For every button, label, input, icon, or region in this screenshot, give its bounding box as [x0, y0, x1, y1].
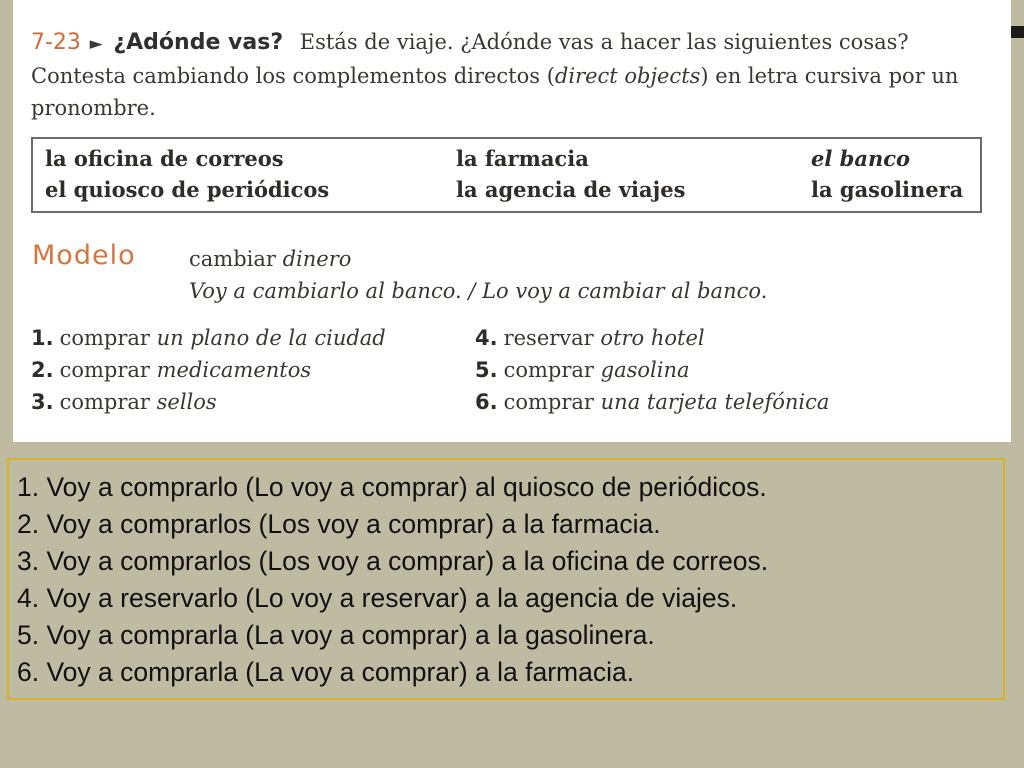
item-object: medicamentos: [156, 358, 312, 382]
instruction-text-italic: direct objects: [554, 64, 701, 88]
item-number: 6.: [475, 390, 498, 414]
item-object: gasolina: [600, 358, 690, 382]
item-object: sellos: [156, 390, 217, 414]
item-verb: comprar: [503, 358, 594, 382]
word-bank-item: la agencia de viajes: [456, 177, 686, 202]
word-bank-item: el quiosco de periódicos: [45, 177, 330, 202]
item-number: 1.: [31, 326, 54, 350]
exercise-item: [31, 358, 311, 382]
answer-line: 3. Voy a comprarlos (Los voy a comprar) a la oficina de correos.: [17, 546, 769, 576]
answer-line: 5. Voy a comprarla (La voy a comprar) a la gasolinera.: [17, 620, 655, 650]
modelo-prompt: [189, 247, 351, 271]
item-verb: comprar: [503, 390, 594, 414]
item-object: un plano de la ciudad: [156, 326, 386, 350]
modelo-prompt-object: dinero: [282, 247, 352, 271]
exercise-item: [31, 326, 386, 350]
answer-line: 4. Voy a reservarlo (Lo voy a reservar) a la agencia de viajes.: [17, 583, 738, 613]
item-verb: comprar: [59, 390, 150, 414]
item-number: 4.: [475, 326, 498, 350]
item-object: una tarjeta telefónica: [600, 390, 830, 414]
exercise-item: [31, 390, 217, 414]
answer-key-box: [7, 458, 1005, 700]
item-number: 5.: [475, 358, 498, 382]
exercise-number: 7-23: [31, 30, 81, 55]
modelo-label: Modelo: [32, 240, 136, 271]
answer-line: 2. Voy a comprarlos (Los voy a comprar) a la farmacia.: [17, 509, 661, 539]
item-object: otro hotel: [600, 326, 705, 350]
item-number: 3.: [31, 390, 54, 414]
textbook-excerpt: [13, 0, 1011, 442]
word-bank-item: la farmacia: [456, 146, 589, 171]
word-bank: [31, 137, 982, 213]
exercise-item: [475, 358, 690, 382]
word-bank-item: la oficina de correos: [45, 146, 284, 171]
slide-corner-mark: [1010, 26, 1024, 38]
instruction-text-part1: Estás de viaje. ¿Adónde vas a hacer las siguientes cosas? Contesta cambiando los complementos directos (: [31, 30, 909, 88]
play-arrow-icon: ►: [89, 34, 103, 54]
item-number: 2.: [31, 358, 54, 382]
instruction-text-part2: ) en letra cursiva por un pronombre.: [31, 64, 959, 120]
exercise-title: ¿Adónde vas?: [113, 30, 284, 55]
exercise-item: [475, 390, 829, 414]
item-verb: comprar: [59, 326, 150, 350]
exercise-item: [475, 326, 705, 350]
word-bank-item: la gasolinera: [811, 177, 964, 202]
modelo-answer: Voy a cambiarlo al banco. / Lo voy a cambiar al banco.: [189, 279, 768, 303]
exercise-instructions: [31, 26, 991, 124]
answer-line: 6. Voy a comprarla (La voy a comprar) a la farmacia.: [17, 657, 635, 687]
item-verb: comprar: [59, 358, 150, 382]
item-verb: reservar: [503, 326, 594, 350]
word-bank-item: el banco: [811, 146, 911, 171]
answer-line: 1. Voy a comprarlo (Lo voy a comprar) al quiosco de periódicos.: [17, 472, 767, 502]
modelo-prompt-verb: cambiar: [189, 247, 276, 271]
